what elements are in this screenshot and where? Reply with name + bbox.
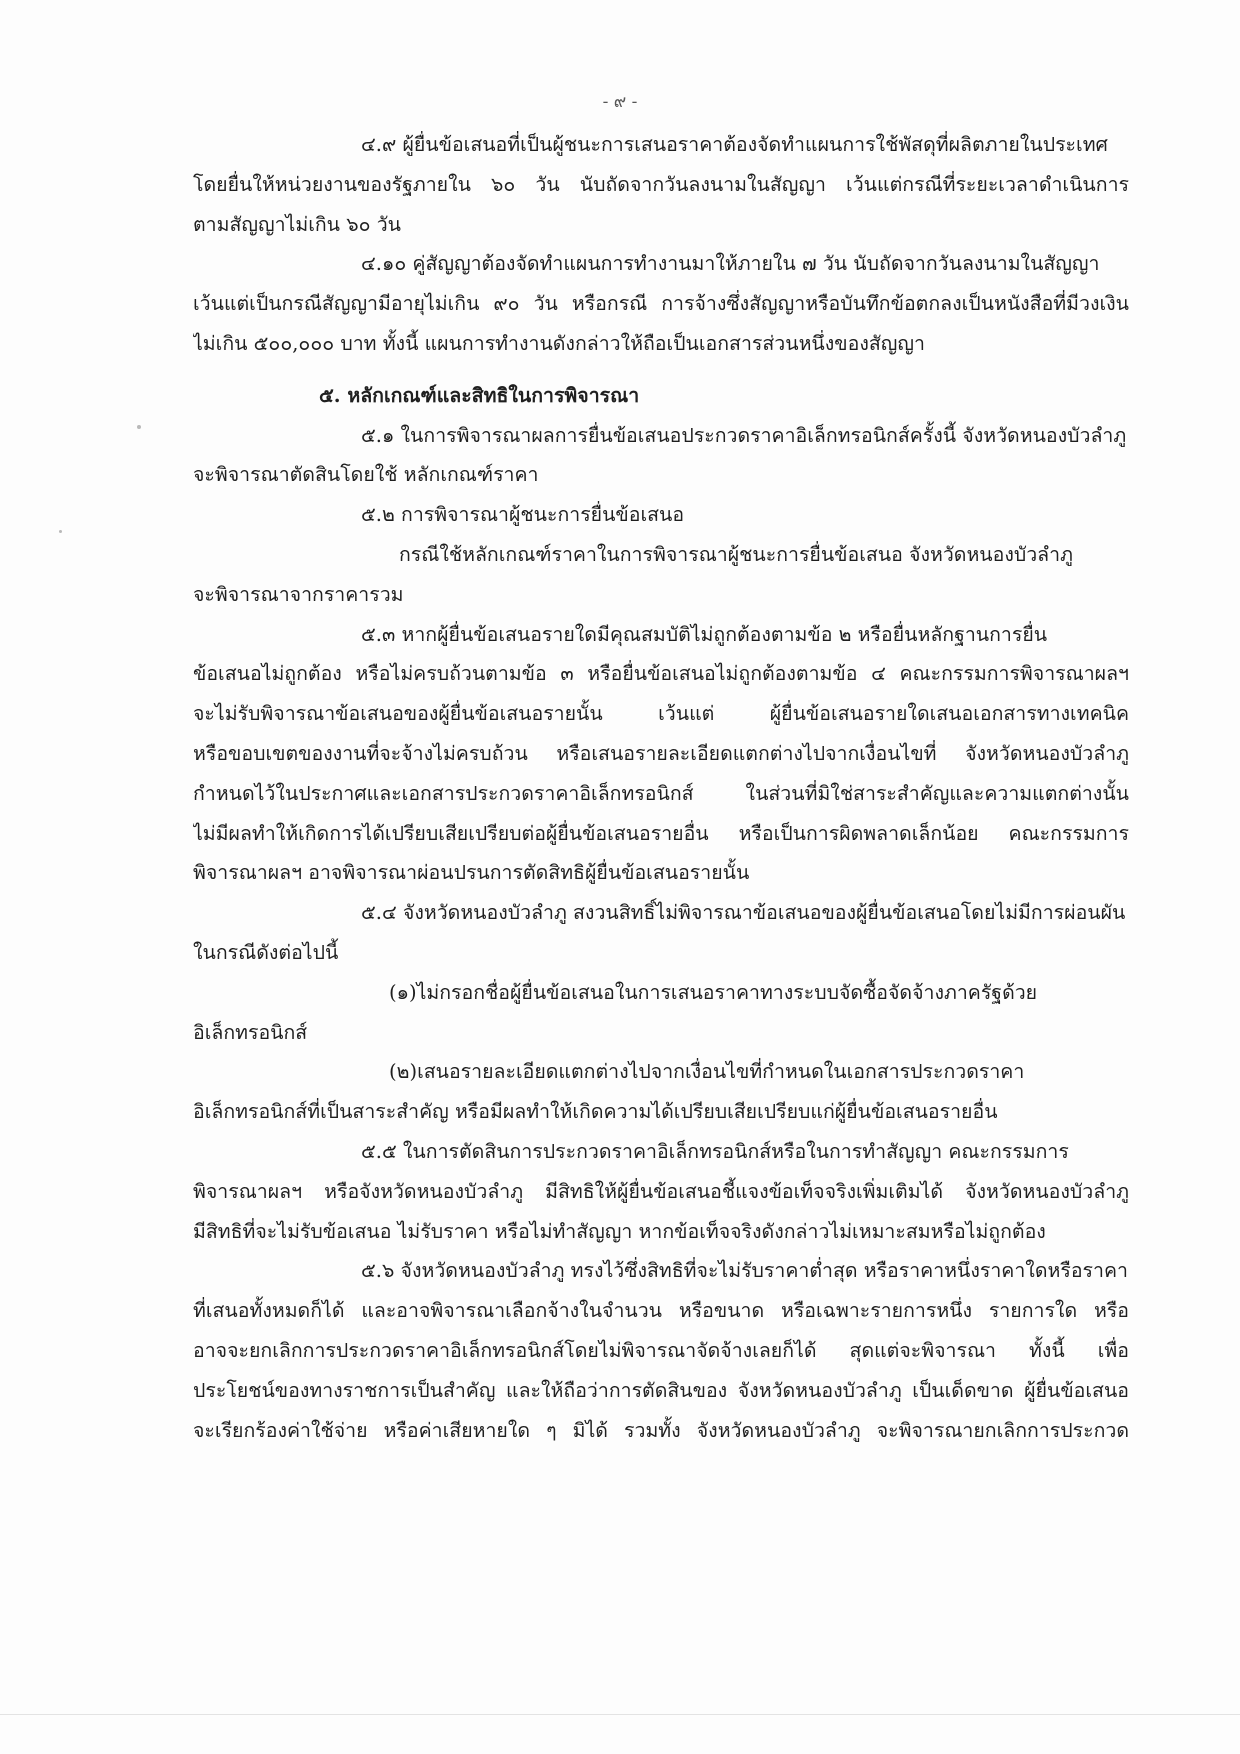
- paragraph-5-1-line: จะพิจารณาตัดสินโดยใช้ หลักเกณฑ์ราคา: [193, 463, 539, 487]
- paragraph-4-9-line: โดยยื่นให้หน่วยงานของรัฐภายใน ๖๐ วัน นับถัดจากวันลงนามในสัญญา เว้นแต่กรณีที่ระยะเวลาดำเนินการ: [193, 172, 1129, 196]
- paragraph-5-6-line: ประโยชน์ของทางราชการเป็นสำคัญ และให้ถือว่าการตัดสินของ จังหวัดหนองบัวลำภู เป็นเด็ดขาด ผู้ยื่นข้อเสนอ: [193, 1378, 1129, 1402]
- paragraph-5-3-line: หรือขอบเขตของงานที่จะจ้างไม่ครบถ้วน หรือเสนอรายละเอียดแตกต่างไปจากเงื่อนไขที่ จังหวัดหนองบัวลำภู: [193, 741, 1129, 765]
- paragraph-5-3-line: กำหนดไว้ในประกาศและเอกสารประกวดราคาอิเล็กทรอนิกส์ ในส่วนที่มิใช่สาระสำคัญและความแตกต่างนั้น: [193, 781, 1129, 805]
- paragraph-5-3-line: พิจารณาผลฯ อาจพิจารณาผ่อนปรนการตัดสิทธิผู้ยื่นข้อเสนอรายนั้น: [193, 861, 750, 885]
- paragraph-5-5-line: มีสิทธิที่จะไม่รับข้อเสนอ ไม่รับราคา หรือไม่ทำสัญญา หากข้อเท็จจริงดังกล่าวไม่เหมาะสมหรือไม่ถูกต้อง: [193, 1219, 1046, 1243]
- paragraph-5-6-line: ที่เสนอทั้งหมดก็ได้ และอาจพิจารณาเลือกจ้างในจำนวน หรือขนาด หรือเฉพาะรายการหนึ่ง รายการใด หรือ: [193, 1299, 1129, 1323]
- paragraph-5-2-line: กรณีใช้หลักเกณฑ์ราคาในการพิจารณาผู้ชนะการยื่นข้อเสนอ จังหวัดหนองบัวลำภู: [399, 542, 1073, 566]
- document-body: [193, 125, 1129, 1450]
- paragraph-5-2-line: ๕.๒ การพิจารณาผู้ชนะการยื่นข้อเสนอ: [361, 503, 685, 527]
- paragraph-5-4-line: ในกรณีดังต่อไปนี้: [193, 940, 339, 964]
- page-number: - ๙ -: [602, 92, 638, 112]
- paragraph-5-1-line: ๕.๑ ในการพิจารณาผลการยื่นข้อเสนอประกวดราคาอิเล็กทรอนิกส์ครั้งนี้ จังหวัดหนองบัวลำภู: [361, 423, 1127, 447]
- paragraph-5-6-line: จะเรียกร้องค่าใช้จ่าย หรือค่าเสียหายใด ๆ มิได้ รวมทั้ง จังหวัดหนองบัวลำภู จะพิจารณายกเลิกการประกวด: [193, 1418, 1129, 1442]
- paragraph-5-4-item-2-line: (๒)เสนอรายละเอียดแตกต่างไปจากเงื่อนไขที่กำหนดในเอกสารประกวดราคา: [389, 1060, 1025, 1084]
- paragraph-4-9-line: ๔.๙ ผู้ยื่นข้อเสนอที่เป็นผู้ชนะการเสนอราคาต้องจัดทำแผนการใช้พัสดุที่ผลิตภายในประเทศ: [361, 133, 1108, 156]
- paragraph-4-10-line: เว้นแต่เป็นกรณีสัญญามีอายุไม่เกิน ๙๐ วัน หรือกรณี การจ้างซึ่งสัญญาหรือบันทึกข้อตกลงเป็นหนังสือที่มีวงเงิน: [193, 292, 1129, 316]
- paragraph-5-3-line: ๕.๓ หากผู้ยื่นข้อเสนอรายใดมีคุณสมบัติไม่ถูกต้องตามข้อ ๒ หรือยื่นหลักฐานการยื่น: [361, 622, 1048, 646]
- paragraph-4-10-line: ๔.๑๐ คู่สัญญาต้องจัดทำแผนการทำงานมาให้ภายใน ๗ วัน นับถัดจากวันลงนามในสัญญา: [361, 252, 1100, 276]
- scan-speck: [137, 425, 141, 429]
- paragraph-5-3-line: ข้อเสนอไม่ถูกต้อง หรือไม่ครบถ้วนตามข้อ ๓ หรือยื่นข้อเสนอไม่ถูกต้องตามข้อ ๔ คณะกรรมการพิจารณาผลฯ: [193, 662, 1129, 686]
- paragraph-4-9-line: ตามสัญญาไม่เกิน ๖๐ วัน: [193, 212, 401, 236]
- paragraph-5-6-line: อาจจะยกเลิกการประกวดราคาอิเล็กทรอนิกส์โดยไม่พิจารณาจัดจ้างเลยก็ได้ สุดแต่จะพิจารณา ทั้งนี้ เพื่อ: [193, 1338, 1129, 1362]
- scan-edge-line: [0, 1714, 1240, 1715]
- paragraph-5-5-line: พิจารณาผลฯ หรือจังหวัดหนองบัวลำภู มีสิทธิให้ผู้ยื่นข้อเสนอชี้แจงข้อเท็จจริงเพิ่มเติมได้ จังหวัดหนองบัวลำภู: [193, 1179, 1129, 1203]
- paragraph-5-4-item-1-line: (๑)ไม่กรอกชื่อผู้ยื่นข้อเสนอในการเสนอราคาทางระบบจัดซื้อจัดจ้างภาครัฐด้วย: [389, 980, 1038, 1004]
- paragraph-5-4-item-2-line: อิเล็กทรอนิกส์ที่เป็นสาระสำคัญ หรือมีผลทำให้เกิดความได้เปรียบเสียเปรียบแก่ผู้ยื่นข้อเสนอรายอื่น: [193, 1100, 998, 1124]
- paragraph-5-4-line: ๕.๔ จังหวัดหนองบัวลำภู สงวนสิทธิ์ไม่พิจารณาข้อเสนอของผู้ยื่นข้อเสนอโดยไม่มีการผ่อนผัน: [361, 901, 1126, 925]
- paragraph-5-5-line: ๕.๕ ในการตัดสินการประกวดราคาอิเล็กทรอนิกส์หรือในการทำสัญญา คณะกรรมการ: [361, 1139, 1069, 1163]
- paragraph-5-3-line: ไม่มีผลทำให้เกิดการได้เปรียบเสียเปรียบต่อผู้ยื่นข้อเสนอรายอื่น หรือเป็นการผิดพลาดเล็กน้อย คณะกรรมการ: [193, 821, 1129, 845]
- paragraph-5-3-line: จะไม่รับพิจารณาข้อเสนอของผู้ยื่นข้อเสนอรายนั้น เว้นแต่ ผู้ยื่นข้อเสนอรายใดเสนอเอกสารทางเทคนิค: [193, 702, 1129, 726]
- paragraph-5-4-item-1-line: อิเล็กทรอนิกส์: [193, 1020, 308, 1044]
- paragraph-5-6-line: ๕.๖ จังหวัดหนองบัวลำภู ทรงไว้ซึ่งสิทธิที่จะไม่รับราคาต่ำสุด หรือราคาหนึ่งราคาใดหรือราคา: [361, 1259, 1128, 1283]
- scan-speck: [59, 530, 62, 533]
- section-5-heading: ๕. หลักเกณฑ์และสิทธิในการพิจารณา: [319, 383, 640, 407]
- paragraph-5-2-line: จะพิจารณาจากราคารวม: [193, 582, 404, 606]
- paragraph-4-10-line: ไม่เกิน ๕๐๐,๐๐๐ บาท ทั้งนี้ แผนการทำงานดังกล่าวให้ถือเป็นเอกสารส่วนหนึ่งของสัญญา: [193, 331, 925, 355]
